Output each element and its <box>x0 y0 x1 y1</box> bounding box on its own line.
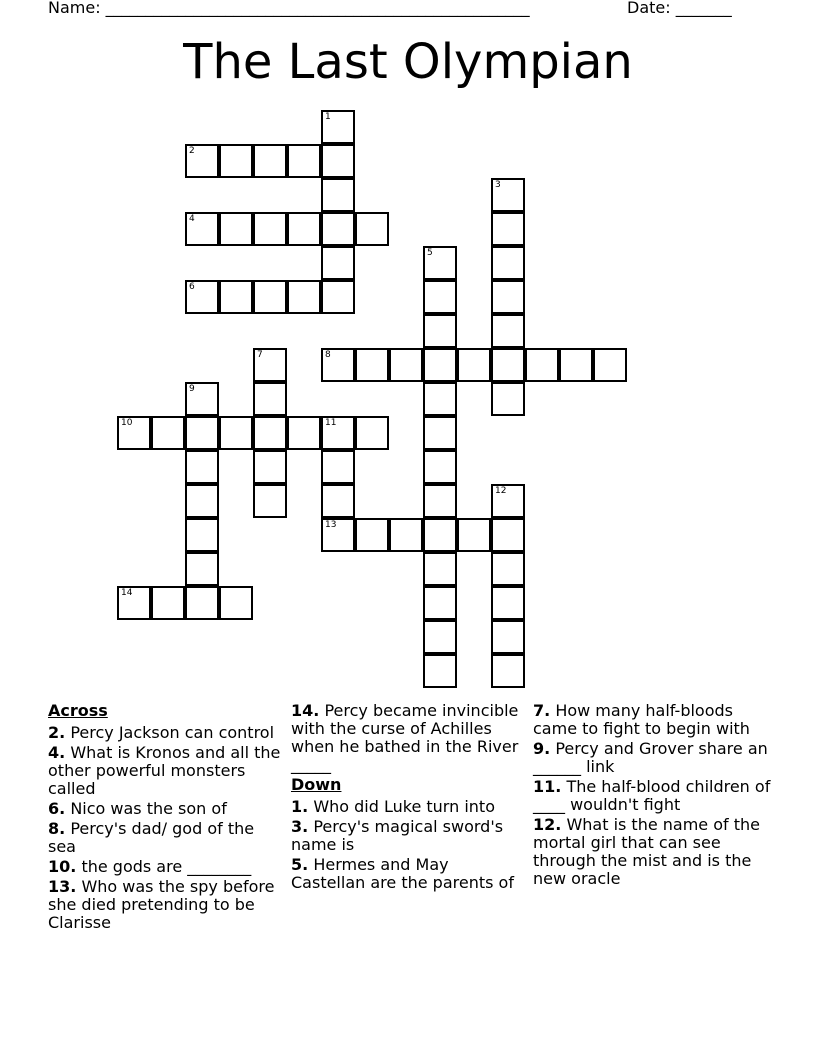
crossword-cell[interactable] <box>457 348 491 382</box>
crossword-cell[interactable] <box>253 484 287 518</box>
crossword-cell[interactable] <box>253 416 287 450</box>
crossword-cell[interactable] <box>117 586 151 620</box>
crossword-cell[interactable] <box>593 348 627 382</box>
clue-across-4: 4. What is Kronos and all the other powerful monsters called <box>48 743 281 798</box>
cell-number: 8 <box>325 350 331 360</box>
crossword-cell[interactable] <box>321 484 355 518</box>
crossword-cell[interactable] <box>185 212 219 246</box>
crossword-cell[interactable] <box>185 484 219 518</box>
crossword-cell[interactable] <box>423 620 457 654</box>
crossword-cell[interactable] <box>491 348 525 382</box>
crossword-cell[interactable] <box>287 280 321 314</box>
clue-across-13: 13. Who was the spy before she died pretending to be Clarisse <box>48 877 275 932</box>
crossword-cell[interactable] <box>423 552 457 586</box>
crossword-cell[interactable] <box>321 348 355 382</box>
crossword-cell[interactable] <box>151 586 185 620</box>
crossword-cell[interactable] <box>559 348 593 382</box>
crossword-cell[interactable] <box>423 450 457 484</box>
clue-across-8: 8. Percy's dad/ god of the sea <box>48 819 255 856</box>
crossword-cell[interactable] <box>423 654 457 688</box>
clues-column-1 <box>48 702 284 934</box>
crossword-cell[interactable] <box>185 586 219 620</box>
crossword-cell[interactable] <box>185 144 219 178</box>
crossword-cell[interactable] <box>185 518 219 552</box>
crossword-cell[interactable] <box>491 212 525 246</box>
crossword-cell[interactable] <box>219 212 253 246</box>
crossword-cell[interactable] <box>423 484 457 518</box>
across-heading: Across <box>48 701 108 720</box>
crossword-cell[interactable] <box>491 586 525 620</box>
crossword-cell[interactable] <box>219 416 253 450</box>
cell-number: 1 <box>325 112 331 122</box>
crossword-cell[interactable] <box>287 416 321 450</box>
cell-number: 2 <box>189 146 195 156</box>
clues-column-3 <box>533 702 773 890</box>
crossword-cell[interactable] <box>423 518 457 552</box>
crossword-cell[interactable] <box>219 144 253 178</box>
crossword-cell[interactable] <box>491 314 525 348</box>
crossword-cell[interactable] <box>253 450 287 484</box>
crossword-cell[interactable] <box>321 518 355 552</box>
crossword-cell[interactable] <box>117 416 151 450</box>
crossword-cell[interactable] <box>491 246 525 280</box>
crossword-cell[interactable] <box>423 246 457 280</box>
crossword-cell[interactable] <box>321 416 355 450</box>
name-field[interactable]: Name: _____________________________________________________ <box>48 0 530 17</box>
crossword-cell[interactable] <box>491 654 525 688</box>
clue-down-1: 1. Who did Luke turn into <box>291 797 495 816</box>
crossword-cell[interactable] <box>457 518 491 552</box>
crossword-cell[interactable] <box>423 348 457 382</box>
header <box>48 0 748 20</box>
crossword-cell[interactable] <box>355 416 389 450</box>
crossword-cell[interactable] <box>491 280 525 314</box>
crossword-cell[interactable] <box>389 348 423 382</box>
crossword-cell[interactable] <box>321 280 355 314</box>
crossword-cell[interactable] <box>355 348 389 382</box>
crossword-cell[interactable] <box>389 518 423 552</box>
clue-down-7: 7. How many half-bloods came to fight to begin with <box>533 701 750 738</box>
crossword-cell[interactable] <box>525 348 559 382</box>
crossword-cell[interactable] <box>321 450 355 484</box>
down-heading: Down <box>291 775 342 794</box>
crossword-cell[interactable] <box>321 144 355 178</box>
crossword-cell[interactable] <box>491 178 525 212</box>
crossword-cell[interactable] <box>185 552 219 586</box>
crossword-cell[interactable] <box>253 144 287 178</box>
crossword-cell[interactable] <box>491 484 525 518</box>
clue-down-3: 3. Percy's magical sword's name is <box>291 817 504 854</box>
crossword-cell[interactable] <box>423 416 457 450</box>
crossword-cell[interactable] <box>185 382 219 416</box>
clue-across-2: 2. Percy Jackson can control <box>48 723 275 742</box>
crossword-cell[interactable] <box>423 314 457 348</box>
crossword-cell[interactable] <box>253 382 287 416</box>
crossword-cell[interactable] <box>491 382 525 416</box>
crossword-cell[interactable] <box>423 382 457 416</box>
clue-down-5: 5. Hermes and May Castellan are the parents of <box>291 855 514 892</box>
crossword-cell[interactable] <box>287 212 321 246</box>
crossword-cell[interactable] <box>491 620 525 654</box>
clue-across-10: 10. the gods are ________ <box>48 857 252 876</box>
crossword-cell[interactable] <box>185 280 219 314</box>
crossword-cell[interactable] <box>355 212 389 246</box>
cell-number: 6 <box>189 282 195 292</box>
cell-number: 14 <box>121 588 133 598</box>
crossword-cell[interactable] <box>321 110 355 144</box>
cell-number: 11 <box>325 418 337 428</box>
crossword-cell[interactable] <box>321 246 355 280</box>
crossword-cell[interactable] <box>253 280 287 314</box>
crossword-cell[interactable] <box>423 586 457 620</box>
crossword-cell[interactable] <box>185 450 219 484</box>
cell-number: 3 <box>495 180 501 190</box>
cell-number: 9 <box>189 384 195 394</box>
date-field[interactable]: Date: _______ <box>627 0 732 17</box>
crossword-cell[interactable] <box>491 552 525 586</box>
crossword-cell[interactable] <box>253 348 287 382</box>
clue-down-11: 11. The half-blood children of ____ wouldn't fight <box>533 777 771 814</box>
crossword-cell[interactable] <box>355 518 389 552</box>
crossword-cell[interactable] <box>423 280 457 314</box>
crossword-cell[interactable] <box>321 178 355 212</box>
clue-down-9: 9. Percy and Grover share an ______ link <box>533 739 768 776</box>
page-title: The Last Olympian <box>183 34 633 90</box>
clues-column-2 <box>291 702 527 894</box>
crossword-cell[interactable] <box>151 416 185 450</box>
cell-number: 5 <box>427 248 433 258</box>
crossword-cell[interactable] <box>321 212 355 246</box>
crossword-cell[interactable] <box>219 280 253 314</box>
cell-number: 13 <box>325 520 337 530</box>
crossword-cell[interactable] <box>185 416 219 450</box>
crossword-cell[interactable] <box>491 518 525 552</box>
crossword-cell[interactable] <box>253 212 287 246</box>
clue-across-6: 6. Nico was the son of <box>48 799 227 818</box>
cell-number: 10 <box>121 418 133 428</box>
clue-down-12: 12. What is the name of the mortal girl that can see through the mist and is the new oracle <box>533 815 760 888</box>
crossword-cell[interactable] <box>287 144 321 178</box>
cell-number: 7 <box>257 350 263 360</box>
crossword-cell[interactable] <box>219 586 253 620</box>
cell-number: 12 <box>495 486 507 496</box>
cell-number: 4 <box>189 214 195 224</box>
clue-across-14: 14. Percy became invincible with the curse of Achilles when he bathed in the River _____ <box>291 701 519 774</box>
